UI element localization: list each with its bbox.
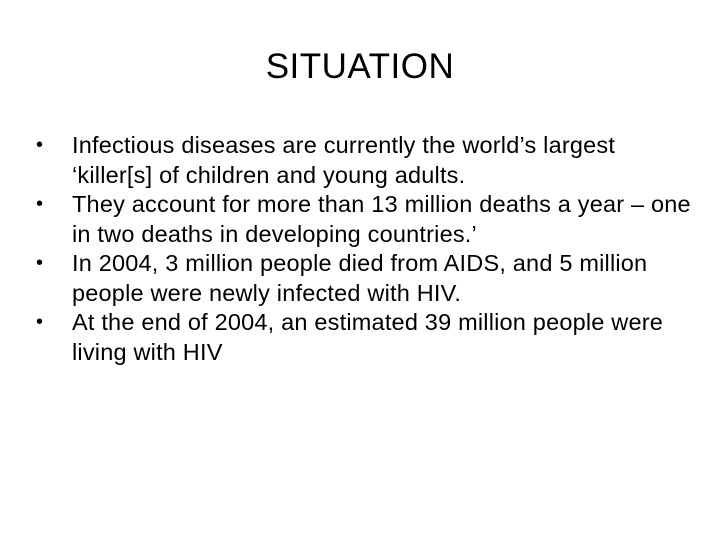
bullet-icon: •: [36, 311, 44, 333]
slide-title: SITUATION: [265, 47, 455, 86]
bullet-icon: •: [36, 134, 44, 156]
bullet-text: In 2004, 3 million people died from AIDS, and 5 million people were newly infected with HIV.: [72, 250, 648, 306]
bullet-text: At the end of 2004, an estimated 39 million people were living with HIV: [72, 309, 664, 365]
bullet-list: [36, 131, 700, 367]
bullet-item: [36, 190, 700, 249]
bullet-item: [36, 131, 700, 190]
bullet-item: [36, 308, 700, 367]
bullet-text: Infectious diseases are currently the world’s largest ‘killer[s] of children and young adults.: [72, 132, 616, 188]
bullet-icon: •: [36, 252, 44, 274]
bullet-icon: •: [36, 193, 44, 215]
bullet-item: [36, 249, 700, 308]
bullet-text: They account for more than 13 million deaths a year – one in two deaths in developing countries.’: [72, 191, 691, 247]
